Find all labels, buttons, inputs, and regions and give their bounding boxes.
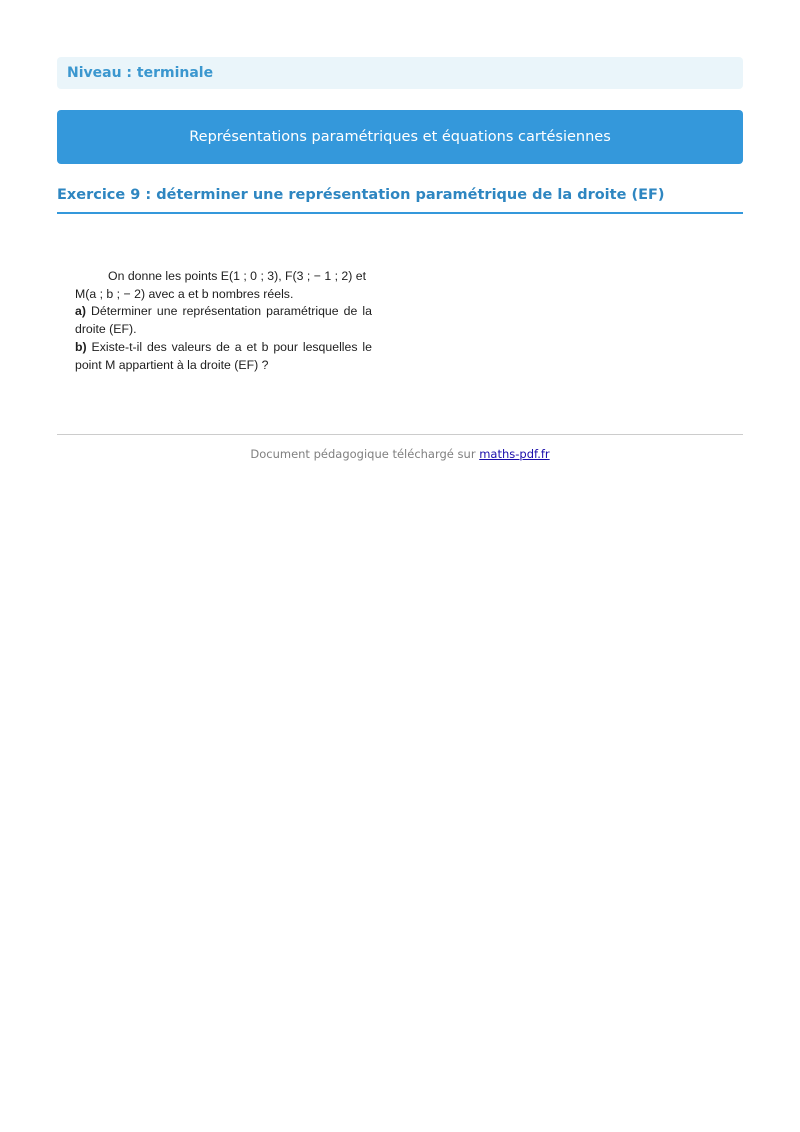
exercise-title: Exercice 9 : déterminer une représentation paramétrique de la droite (EF) (57, 187, 665, 203)
question-a-label: a) (75, 304, 86, 319)
exercise-intro-line-2: M(a ; b ; − 2) avec a et b nombres réels. (75, 286, 294, 301)
question-a-text: Déterminer une représentation paramétrique de la droite (EF). (75, 304, 372, 337)
footer (57, 447, 743, 461)
exercise-intro-line-1: On donne les points E(1 ; 0 ; 3), F(3 ; − 1 ; 2) et (108, 269, 367, 283)
topic-banner (57, 110, 743, 164)
topic-title: Représentations paramétriques et équations cartésiennes (189, 129, 611, 145)
footer-text: Document pédagogique téléchargé sur (250, 447, 476, 461)
question-b-label: b) (75, 339, 87, 354)
exercise-statement (75, 268, 372, 374)
level-bar (57, 57, 743, 89)
question-b-text: Existe-t-il des valeurs de a et b pour lesquelles le point M appartient à la droite (EF) ? (75, 339, 372, 372)
question-a (75, 303, 372, 338)
title-divider (57, 212, 743, 214)
level-label: Niveau : terminale (67, 65, 214, 81)
question-b (75, 339, 372, 374)
footer-link[interactable]: maths-pdf.fr (479, 447, 550, 461)
footer-divider (57, 434, 743, 435)
